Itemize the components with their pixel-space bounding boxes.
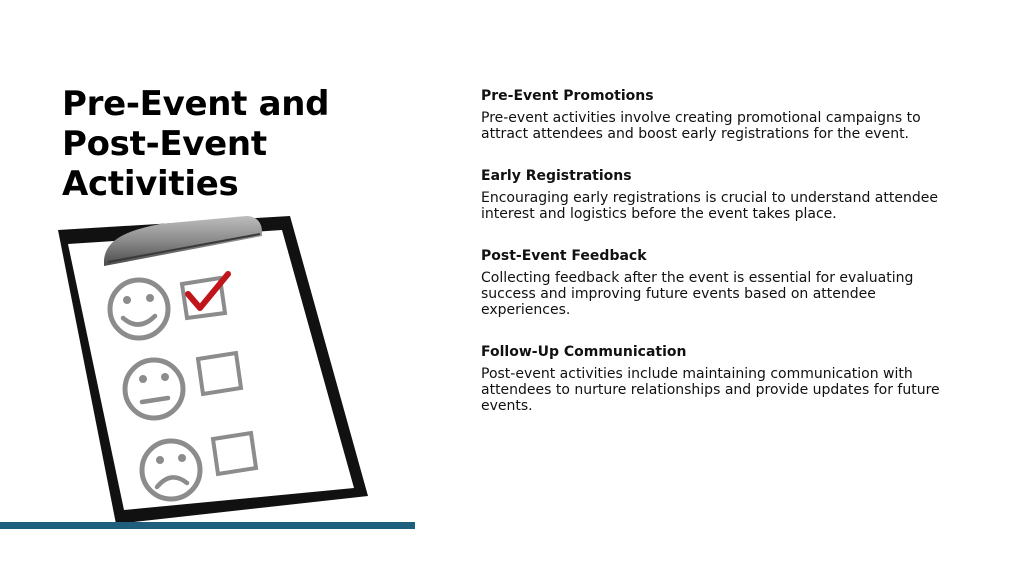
checkbox-empty-icon [198, 353, 241, 394]
clipboard-feedback-icon [50, 212, 380, 530]
list-item [481, 86, 961, 142]
item-heading: Follow-Up Communication [481, 344, 687, 360]
item-heading: Pre-Event Promotions [481, 88, 654, 104]
accent-bar [0, 522, 415, 529]
list-item [481, 246, 961, 318]
item-body: Pre-event activities involve creating promotional campaigns to attract attendees and boost early registrations for the event. [481, 110, 921, 142]
item-heading: Post-Event Feedback [481, 248, 647, 264]
checkbox-empty-icon [213, 433, 256, 474]
activity-list [481, 86, 961, 438]
item-body: Collecting feedback after the event is essential for evaluating success and improving future events based on attendee experiences. [481, 270, 914, 318]
item-body: Encouraging early registrations is crucial to understand attendee interest and logistics before the event takes place. [481, 190, 938, 222]
list-item [481, 342, 961, 414]
list-item [481, 166, 961, 222]
item-heading: Early Registrations [481, 168, 632, 184]
slide-title: Pre-Event and Post-Event Activities [62, 84, 330, 204]
item-body: Post-event activities include maintaining communication with attendees to nurture relationships and provide updates for future events. [481, 366, 940, 414]
